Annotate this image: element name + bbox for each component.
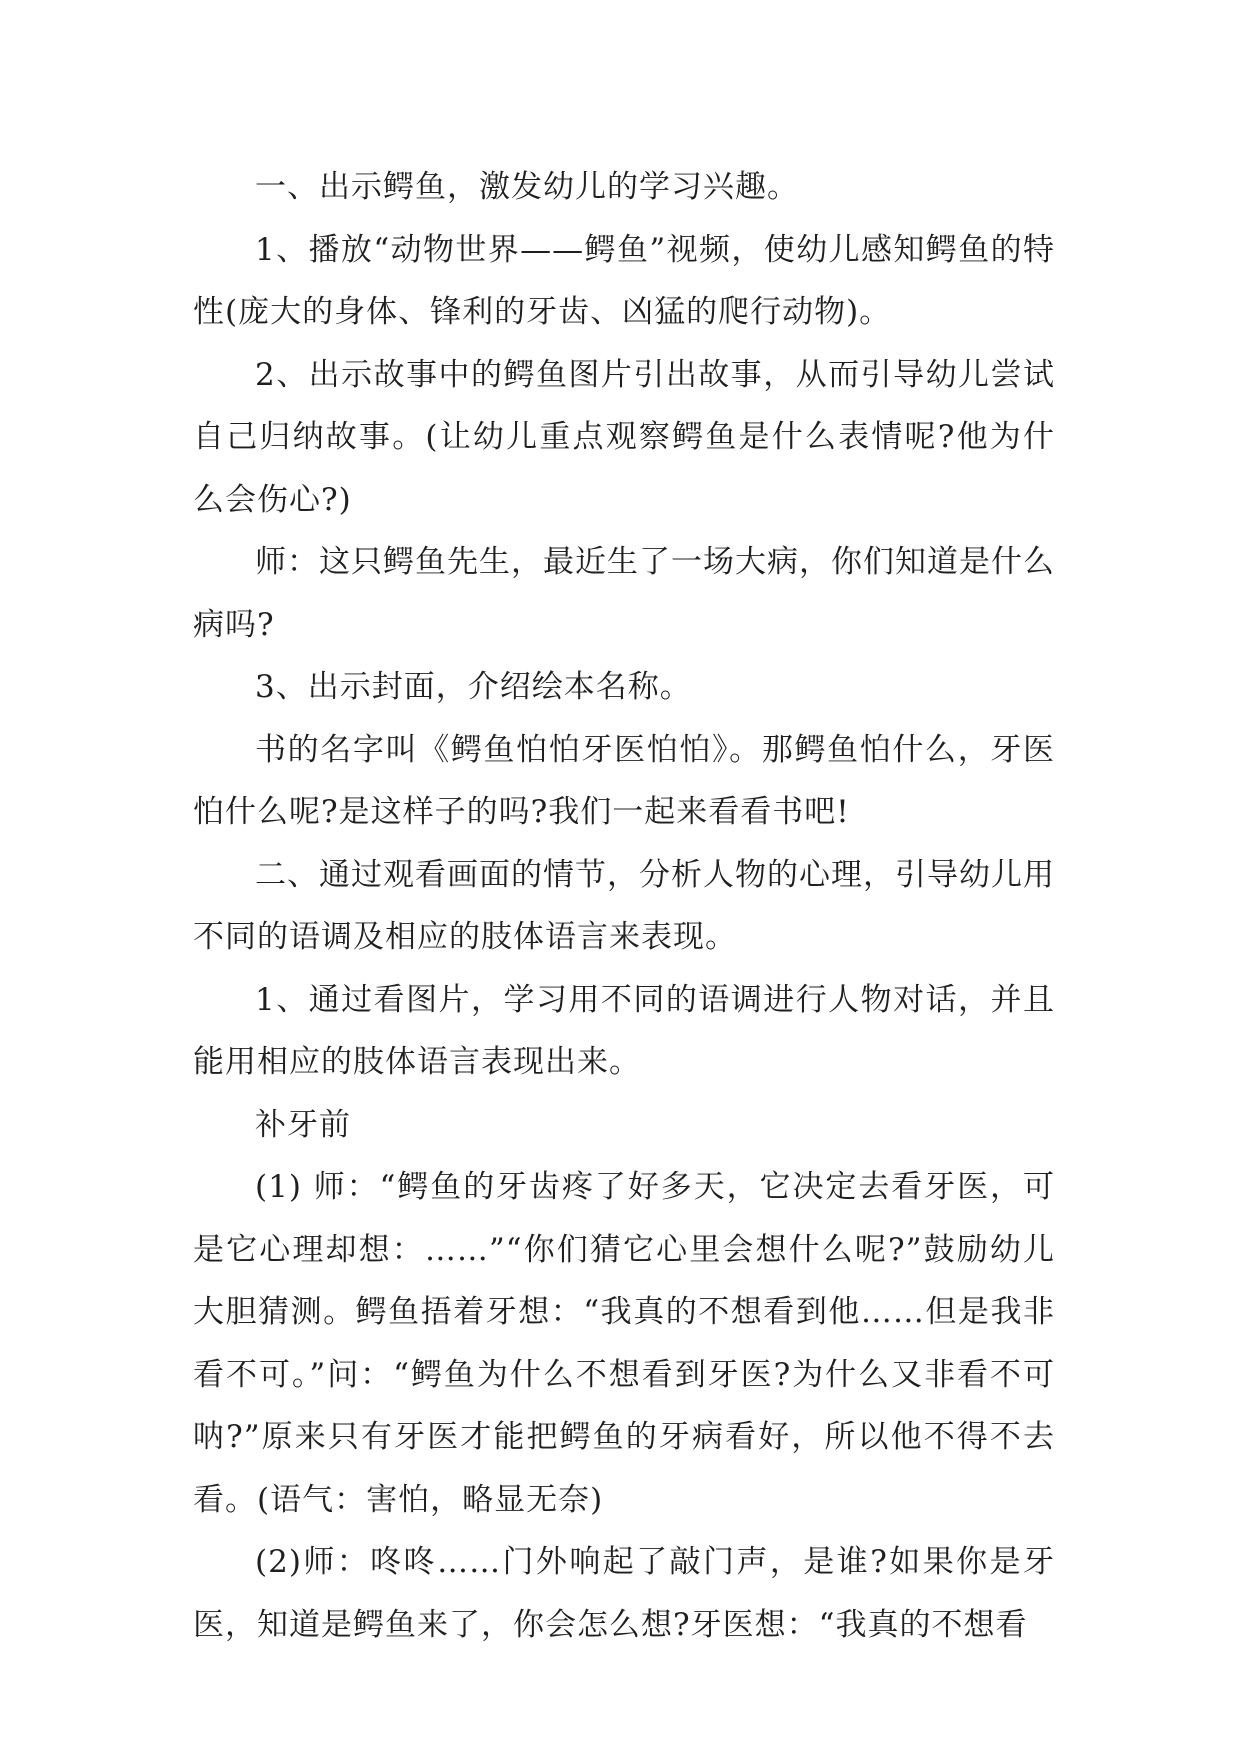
- subheading: 补牙前: [255, 1106, 351, 1143]
- paragraph: 3、出示封面，介绍绘本名称。: [255, 669, 692, 705]
- section-heading-2: 二、通过观看画面的情节，分析人物的心理，引导幼儿用不同的语调及相应的肢体语言来表现。: [193, 856, 1055, 955]
- paragraph: 1、通过看图片，学习用不同的语调进行人物对话，并且能用相应的肢体语言表现出来。: [193, 981, 1055, 1080]
- paragraph: 师：这只鳄鱼先生，最近生了一场大病，你们知道是什么病吗?: [193, 544, 1055, 643]
- paragraph: 2、出示故事中的鳄鱼图片引出故事，从而引导幼儿尝试自己归纳故事。(让幼儿重点观察鳄鱼是什么表情呢?他为什么会伤心?): [193, 356, 1055, 518]
- paragraph: 1、播放“动物世界——鳄鱼”视频，使幼儿感知鳄鱼的特性(庞大的身体、锋利的牙齿、凶猛的爬行动物)。: [193, 231, 1055, 330]
- paragraph: 书的名字叫《鳄鱼怕怕牙医怕怕》。那鳄鱼怕什么，牙医怕什么呢?是这样子的吗?我们一起来看看书吧!: [193, 731, 1055, 830]
- paragraph: (1) 师：“鳄鱼的牙齿疼了好多天，它决定去看牙医，可是它心理却想：……”“你们猜它心里会想什么呢?”鼓励幼儿大胆猜测。鳄鱼捂着牙想：“我真的不想看到他……但是我非看不可。”问：“鳄鱼为什么不想看到牙医?为什么又非看不可呐?”原来只有牙医才能把鳄鱼的牙病看好，所以他不得不去看。(语气：害怕，略显无奈): [193, 1169, 1055, 1518]
- document-body: [193, 156, 1055, 1656]
- section-heading-1: 一、出示鳄鱼，激发幼儿的学习兴趣。: [255, 169, 799, 205]
- paragraph: (2)师：咚咚……门外响起了敲门声，是谁?如果你是牙医，知道是鳄鱼来了，你会怎么想?牙医想：“我真的不想看: [193, 1544, 1055, 1643]
